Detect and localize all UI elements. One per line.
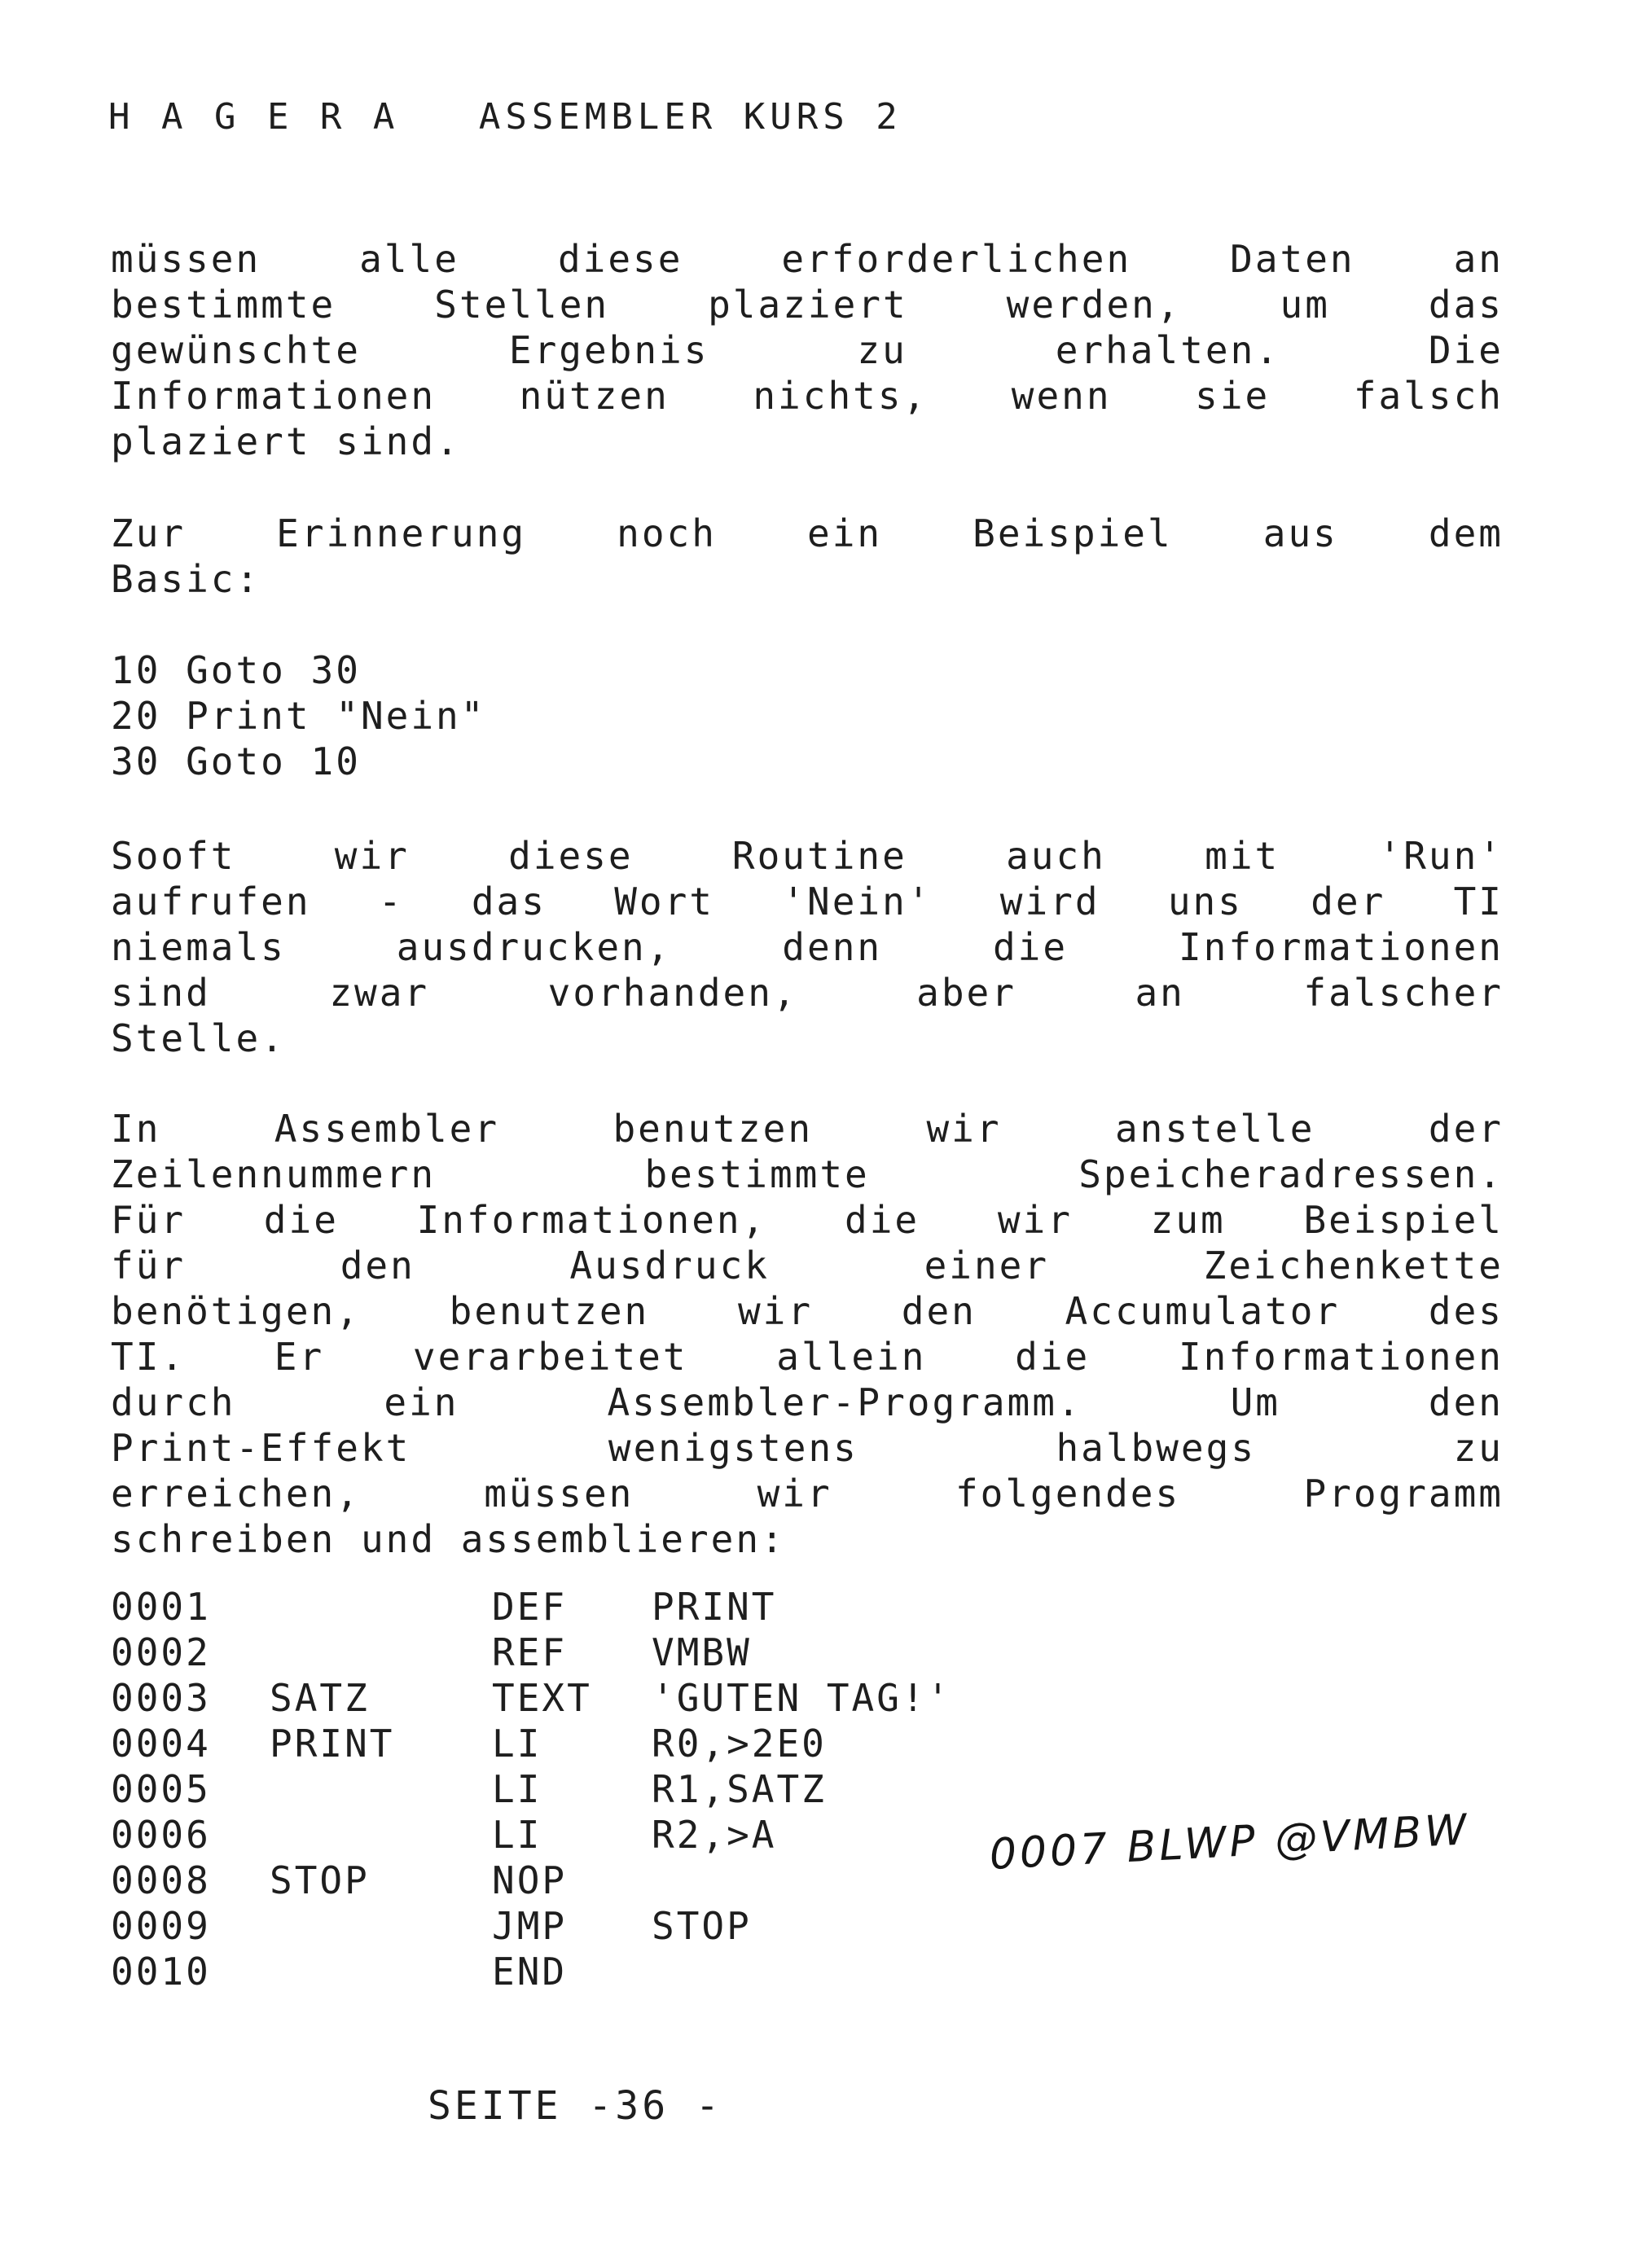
code-address: 0009 (111, 1904, 211, 1948)
code-operand: PRINT (652, 1585, 777, 1629)
basic-line: 10 Goto 30 (111, 648, 361, 692)
code-row (111, 1766, 827, 1812)
code-row (111, 1903, 752, 1949)
handwritten-annotation: 0007 BLWP @VMBW (988, 1805, 1471, 1880)
code-row (111, 1584, 777, 1630)
code-row (111, 1675, 952, 1721)
text-line: Print-Effekt wenigstens halbwegs zu (111, 1426, 1504, 1470)
text-line: Stelle. (111, 1016, 286, 1060)
code-row (111, 1858, 568, 1903)
text-line: bestimmte Stellen plaziert werden, um das (111, 283, 1504, 327)
code-row (111, 1949, 568, 1994)
code-opcode: TEXT (492, 1676, 592, 1720)
code-address: 0002 (111, 1630, 211, 1674)
basic-line: 20 Print "Nein" (111, 694, 486, 738)
code-opcode: LI (492, 1813, 542, 1857)
text-line: plaziert sind. (111, 419, 461, 463)
text-line: durch ein Assembler-Programm. Um den (111, 1380, 1504, 1424)
code-opcode: JMP (492, 1904, 568, 1948)
code-address: 0005 (111, 1767, 211, 1811)
text-line: müssen alle diese erforderlichen Daten an (111, 237, 1504, 281)
text-line: Zeilennummern bestimmte Speicheradressen. (111, 1152, 1504, 1196)
text-line: schreiben und assemblieren: (111, 1517, 786, 1561)
text-line: für den Ausdruck einer Zeichenkette (111, 1244, 1504, 1288)
text-line: TI. Er verarbeitet allein die Informationen (111, 1335, 1504, 1379)
code-opcode: LI (492, 1767, 542, 1811)
text-line: gewünschte Ergebnis zu erhalten. Die (111, 328, 1504, 372)
text-line: aufrufen - das Wort 'Nein' wird uns der TI (111, 880, 1504, 923)
code-opcode: NOP (492, 1858, 568, 1902)
text-line: Sooft wir diese Routine auch mit 'Run' (111, 834, 1504, 878)
code-operand: R2,>A (652, 1813, 777, 1857)
code-label: SATZ (270, 1676, 370, 1720)
code-opcode: REF (492, 1630, 568, 1674)
text-line: Basic: (111, 557, 261, 601)
code-operand: R1,SATZ (652, 1767, 827, 1811)
code-row (111, 1630, 752, 1675)
paragraph-3 (111, 833, 1504, 1061)
text-line: In Assembler benutzen wir anstelle der (111, 1107, 1504, 1151)
code-address: 0006 (111, 1813, 211, 1857)
code-opcode: DEF (492, 1585, 568, 1629)
code-address: 0001 (111, 1585, 211, 1629)
code-label: PRINT (270, 1722, 395, 1766)
paragraph-2 (111, 511, 1504, 602)
document-header: H A G E R A ASSEMBLER KURS 2 (108, 96, 902, 138)
code-label: STOP (270, 1858, 370, 1902)
text-line: Für die Informationen, die wir zum Beispiel (111, 1198, 1504, 1242)
code-operand: STOP (652, 1904, 752, 1948)
code-operand: R0,>2E0 (652, 1722, 827, 1766)
code-address: 0003 (111, 1676, 211, 1720)
code-address: 0004 (111, 1722, 211, 1766)
text-line: Zur Erinnerung noch ein Beispiel aus dem (111, 511, 1504, 555)
text-line: benötigen, benutzen wir den Accumulator des (111, 1289, 1504, 1333)
code-row (111, 1812, 777, 1858)
assembler-listing (111, 1584, 952, 1994)
text-line: Informationen nützen nichts, wenn sie falsch (111, 374, 1504, 418)
page-number: SEITE -36 - (428, 2083, 722, 2129)
code-operand: 'GUTEN TAG!' (652, 1676, 952, 1720)
code-row (111, 1721, 827, 1766)
code-opcode: END (492, 1950, 568, 1994)
code-address: 0008 (111, 1858, 211, 1902)
code-opcode: LI (492, 1722, 542, 1766)
text-line: sind zwar vorhanden, aber an falscher (111, 971, 1504, 1015)
code-operand: VMBW (652, 1630, 752, 1674)
paragraph-1 (111, 236, 1504, 464)
text-line: niemals ausdrucken, denn die Informationen (111, 925, 1504, 969)
code-address: 0010 (111, 1950, 211, 1994)
paragraph-4 (111, 1106, 1504, 1562)
text-line: erreichen, müssen wir folgendes Programm (111, 1472, 1504, 1516)
basic-line: 30 Goto 10 (111, 739, 361, 783)
basic-example (111, 647, 485, 784)
